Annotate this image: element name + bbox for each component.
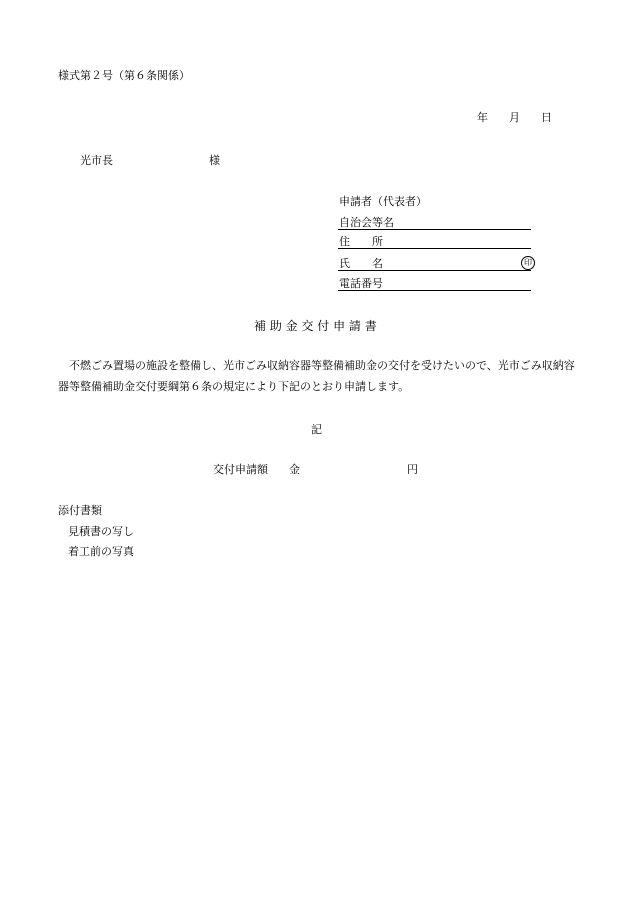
amount-yen: 円 bbox=[407, 463, 418, 476]
address-label: 住 所 bbox=[339, 235, 383, 248]
attachment-item: 着工前の写真 bbox=[68, 545, 134, 558]
date-month: 月 bbox=[509, 111, 520, 124]
name-label: 氏 名 bbox=[339, 257, 383, 270]
ki-marker: 記 bbox=[311, 423, 322, 436]
date-year: 年 bbox=[477, 111, 488, 124]
application-body: 不燃ごみ置場の施設を整備し、光市ごみ収納容器等整備補助金の交付を受けたいので、光市ごみ収納容器等整備補助金交付要綱第６条の規定により下記のとおり申請します。 bbox=[58, 359, 575, 393]
amount-kin: 金 bbox=[289, 463, 300, 476]
name-field bbox=[338, 257, 531, 271]
addressee-name: 光市長 bbox=[80, 154, 113, 167]
amount-label: 交付申請額 bbox=[213, 463, 268, 476]
addressee-honorific: 様 bbox=[209, 154, 220, 167]
phone-field bbox=[338, 277, 531, 291]
seal-mark: 印 bbox=[521, 256, 535, 270]
attachment-item: 見積書の写し bbox=[68, 525, 134, 538]
date-day: 日 bbox=[541, 111, 552, 124]
document-title: 補 助 金 交 付 申 請 書 bbox=[254, 319, 377, 333]
phone-label: 電話番号 bbox=[339, 277, 383, 290]
applicant-heading: 申請者（代表者） bbox=[339, 195, 427, 208]
org-name-field bbox=[338, 216, 531, 230]
form-number: 様式第２号（第６条関係） bbox=[58, 69, 190, 82]
address-field bbox=[338, 235, 531, 249]
attachments-heading: 添付書類 bbox=[58, 504, 102, 517]
org-name-label: 自治会等名 bbox=[339, 216, 394, 229]
